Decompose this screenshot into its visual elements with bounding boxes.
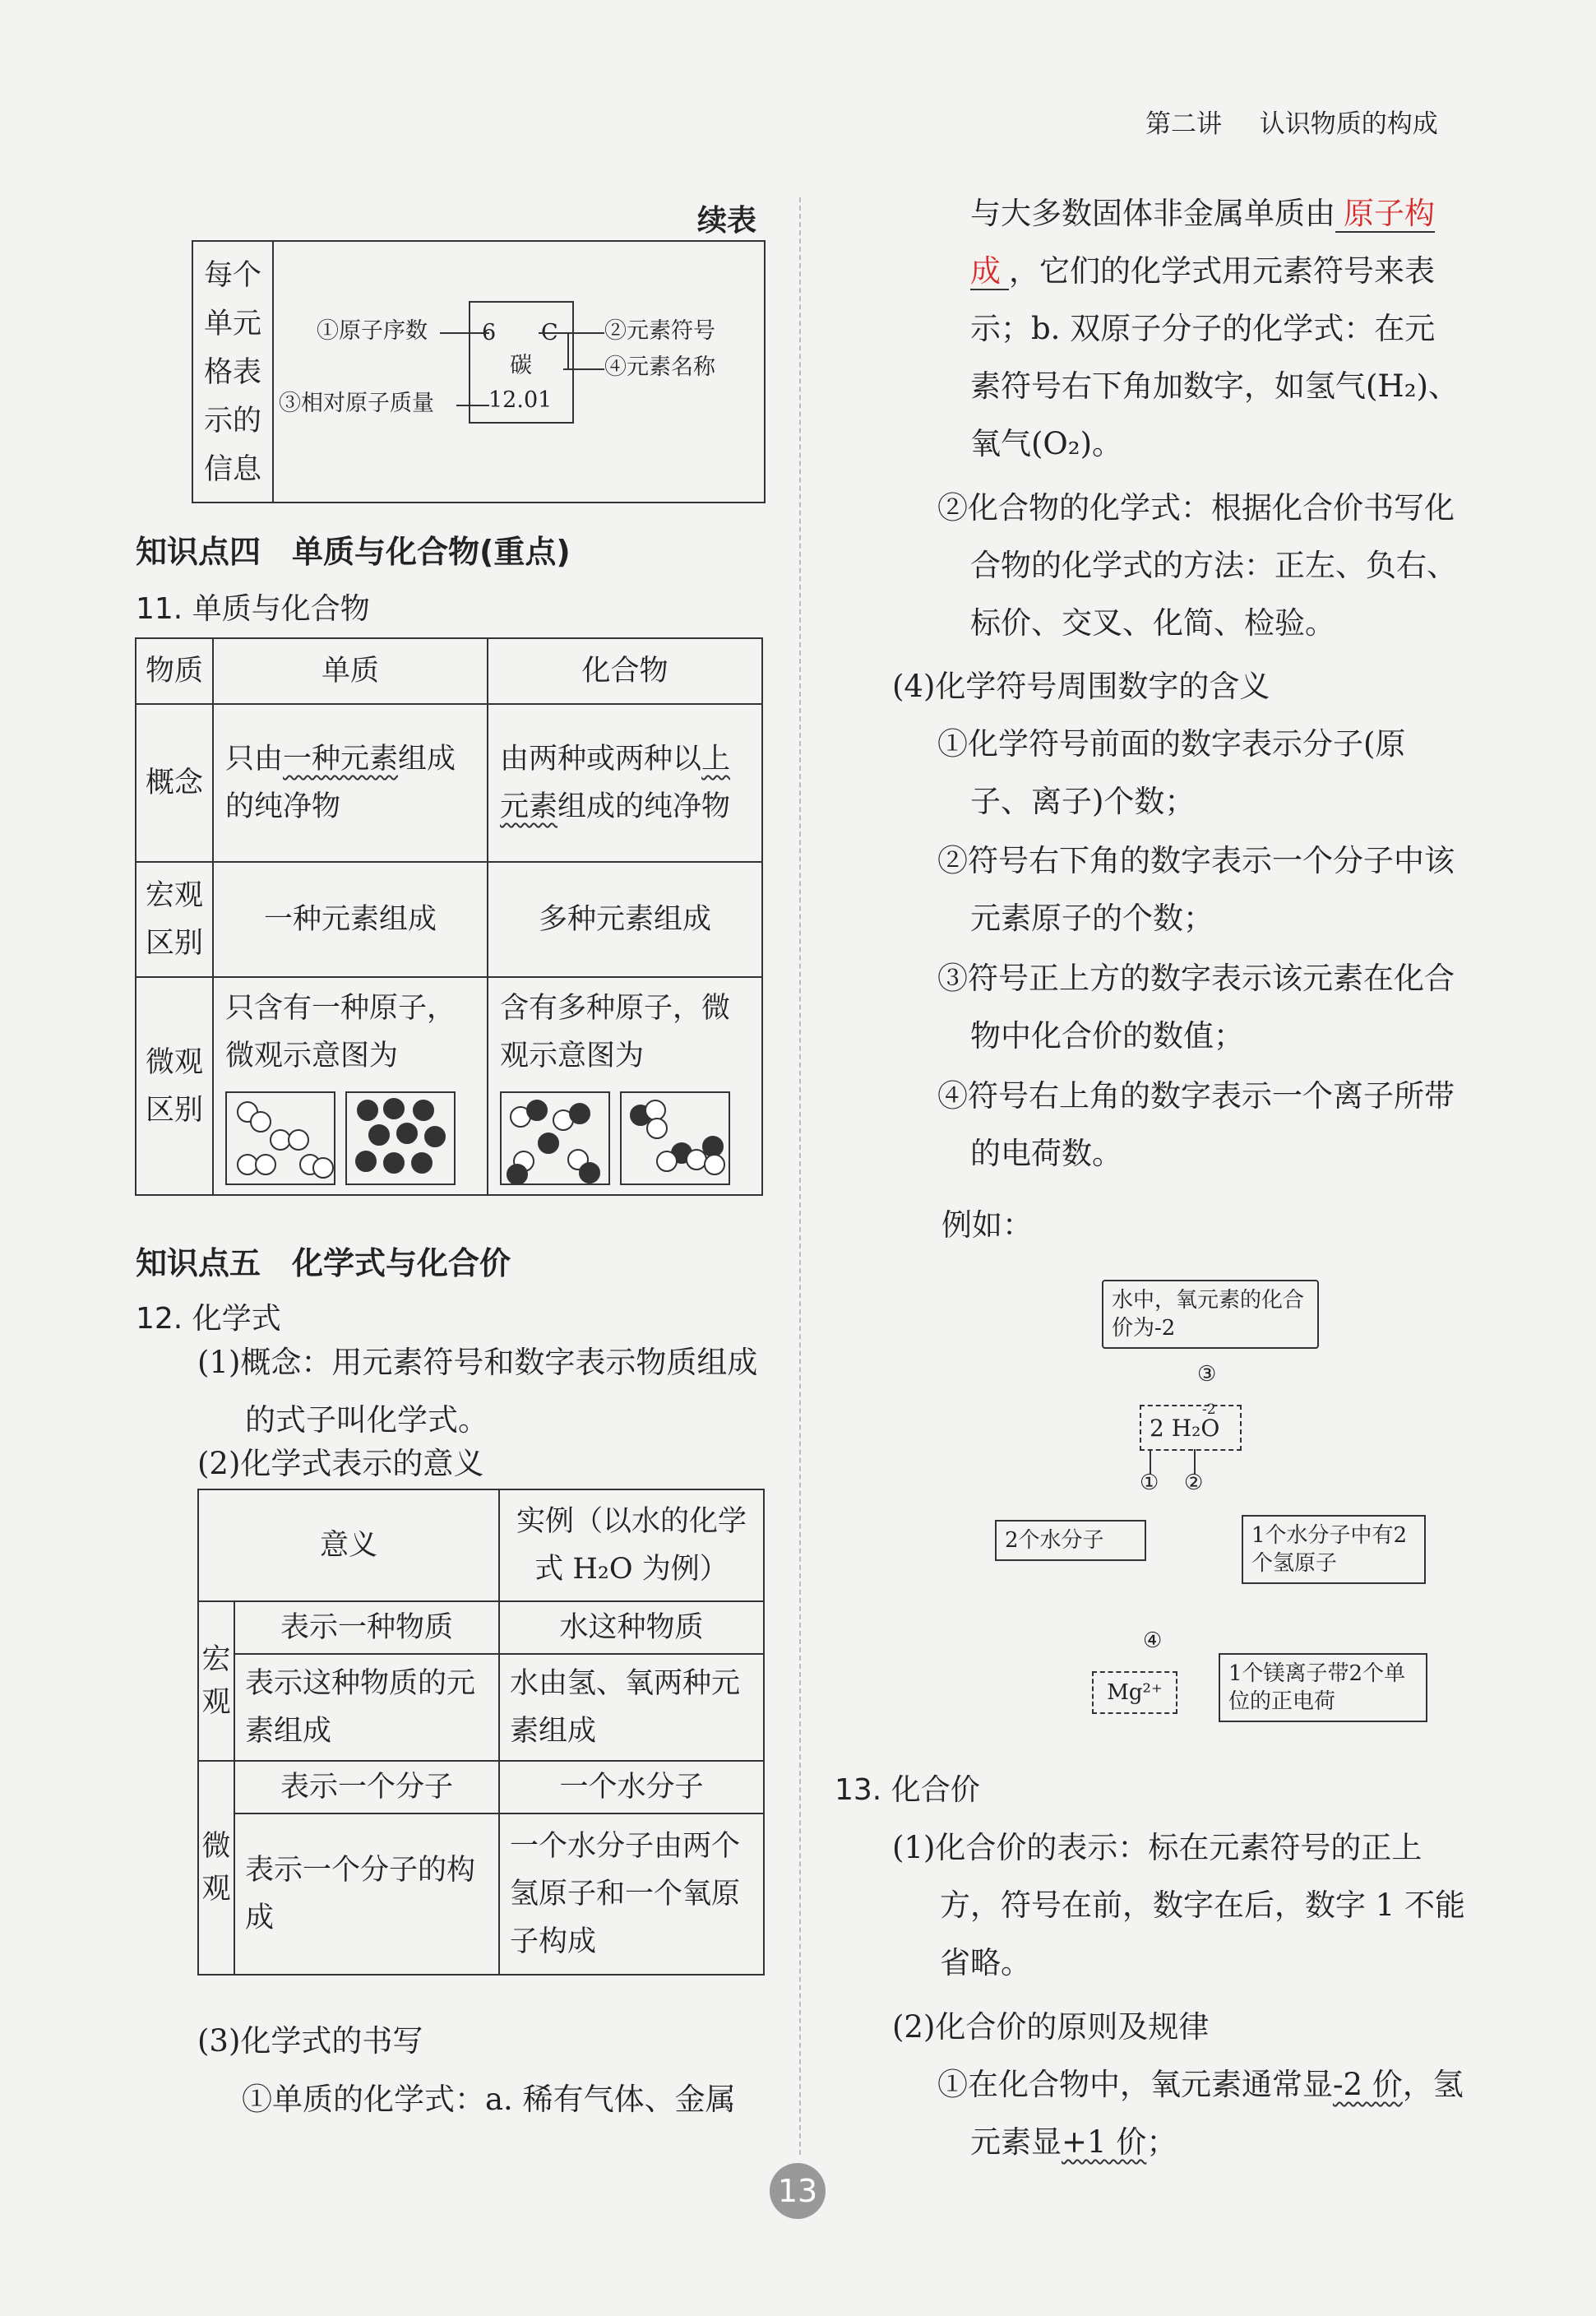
compound-macro-cell: 多种元素组成 [488, 862, 762, 977]
row-label: 概念 [136, 704, 213, 862]
circle-number-4: ④ [1143, 1628, 1163, 1653]
chemical-notation-diagram [978, 1275, 1439, 1752]
symbol-numbers-heading: (4)化学符号周围数字的含义 [892, 669, 1270, 704]
element-cell-info-table [192, 240, 766, 503]
section-4-title: 知识点四 单质与化合物(重点) [136, 534, 571, 570]
key-phrase: 上元素 [500, 743, 731, 823]
two-water-molecules-note: 2个水分子 [995, 1520, 1146, 1561]
formula-writing-heading: (3)化学式的书写 [197, 2023, 423, 2059]
valence-notation-rule: (1)化合价的表示：标在元素符号的正上方，符号在前，数字在后，数字 1 不能省略。 [892, 1830, 1466, 1980]
meaning-cell: 表示一种物质 [234, 1601, 499, 1654]
section-5-title: 知识点五 化学式与化合价 [136, 1245, 511, 1281]
connector-line [440, 332, 489, 334]
item-11: 11. 单质与化合物 [136, 592, 370, 626]
text: (1)概念：用元素符号和数字表示物质组成的式子叫化学式。 [197, 1345, 758, 1438]
simple-macro-cell: 一种元素组成 [213, 862, 488, 977]
formula-box [1140, 1401, 1242, 1451]
text: 只含有一种原子，微观示意图为 [225, 992, 456, 1072]
text: ，它们的化学式用元素符号来表示；b. 双原子分子的化学式：在元素符号右下角加数字，如氢气(H₂)、氧气(O₂)。 [970, 253, 1459, 461]
example-label: 例如： [941, 1207, 1033, 1243]
row-label: 微观区别 [136, 977, 213, 1195]
formula-writing-1: ①单质的化学式：a. 稀有气体、金属 [242, 2082, 736, 2117]
simple-micro-cell [213, 977, 488, 1195]
key-phrase: 一种元素 [283, 743, 399, 776]
oxygen-valence-note: 水中，氧元素的化合价为-2 [1102, 1280, 1319, 1349]
symbol-label: ②元素符号 [604, 318, 715, 344]
paragraph-nonmetal [970, 185, 1464, 473]
formula-concept [197, 1334, 773, 1449]
formula-meaning-table [197, 1489, 765, 1976]
symbol-number-rule-1: ①化学符号前面的数字表示分子(原子、离子)个数； [937, 726, 1406, 819]
compound-molecule-diagram [620, 1091, 730, 1185]
diatomic-molecule-diagram [225, 1091, 335, 1185]
example-cell: 水这种物质 [499, 1601, 764, 1654]
chapter-title: 认识物质的构成 [1259, 109, 1438, 139]
valence-mark: -2 [1202, 1401, 1216, 1418]
running-header [1145, 103, 1438, 140]
text: 与大多数固体非金属单质由 [970, 196, 1335, 231]
chapter-label: 第二讲 [1145, 109, 1222, 139]
mixed-atom-diagram [500, 1091, 610, 1185]
continued-table-label: 续表 [697, 204, 757, 238]
text: 组成的纯净物 [225, 743, 456, 823]
simple-compound-table [135, 637, 763, 1196]
column-divider [799, 197, 801, 2155]
valence-rules-heading: (2)化合价的原则及规律 [892, 2009, 1210, 2045]
example-cell: 一个水分子 [499, 1761, 764, 1813]
table-header: 实例（以水的化学式 H₂O 为例） [499, 1489, 764, 1601]
table-header: 单质 [213, 638, 488, 704]
connector-line [539, 332, 604, 334]
water-formula: 2 H₂O [1150, 1415, 1220, 1442]
atom-solid-diagram [345, 1091, 456, 1185]
key-phrase: -2 价 [1333, 2067, 1403, 2102]
atomic-number-label: ①原子序数 [317, 318, 428, 344]
atomic-mass-label: ③相对原子质量 [279, 391, 434, 416]
formula-meaning-heading: (2)化学式表示的意义 [197, 1446, 484, 1481]
circle-number-1: ① [1140, 1471, 1159, 1495]
table-header: 意义 [198, 1489, 499, 1601]
table-header: 化合物 [488, 638, 762, 704]
simple-concept-cell [213, 704, 488, 862]
text: 只由 [225, 743, 284, 776]
symbol-number-rule-2: ②符号右下角的数字表示一个分子中该元素原子的个数； [937, 843, 1455, 936]
row-label-line: 示的 [203, 405, 261, 438]
symbol-number-rule-3: ③符号正上方的数字表示该元素在化合物中化合价的数值； [937, 961, 1455, 1054]
valence-rule-1 [937, 2056, 1464, 2171]
key-phrase: +1 价 [1062, 2124, 1147, 2160]
item-13: 13. 化合价 [835, 1773, 980, 1807]
page-number: 13 [770, 2163, 826, 2219]
example-cell: 一个水分子由两个氢原子和一个氧原子构成 [499, 1813, 764, 1975]
atomic-number: 6 [482, 320, 497, 345]
connector-line [567, 333, 569, 369]
atomic-mass: 12.01 [488, 387, 553, 413]
paragraph-compound-formula: ②化合物的化学式：根据化合价书写化合物的化学式的方法：正左、负右、标价、交叉、化简、检验。 [937, 490, 1457, 641]
table-header: 物质 [136, 638, 213, 704]
circle-number-2: ② [1184, 1471, 1204, 1495]
text: ①在化合物中，氧元素通常显 [937, 2067, 1333, 2102]
group-label: 宏观 [198, 1601, 234, 1761]
row-label-cell [193, 242, 274, 502]
meaning-cell: 表示这种物质的元素组成 [234, 1654, 499, 1761]
magnesium-charge-note: 1个镁离子带2个单位的正电荷 [1219, 1653, 1427, 1722]
example-cell: 水由氢、氧两种元素组成 [499, 1654, 764, 1761]
text: 由两种或两种以 [500, 743, 702, 776]
symbol-number-rule-4: ④符号右上角的数字表示一个离子所带的电荷数。 [937, 1078, 1455, 1171]
connector-line [563, 368, 604, 370]
meaning-cell: 表示一个分子 [234, 1761, 499, 1813]
magnesium-ion: Mg²⁺ [1092, 1671, 1177, 1714]
text: 含有多种原子，微观示意图为 [500, 992, 731, 1072]
element-name: 碳 [510, 353, 532, 378]
row-label-line: 每个 [203, 259, 261, 292]
meaning-cell: 表示一个分子的构成 [234, 1813, 499, 1975]
item-12: 12. 化学式 [136, 1302, 281, 1336]
row-label-line: 单元 [203, 308, 261, 340]
name-label: ④元素名称 [604, 354, 715, 380]
row-label-line: 格表 [203, 356, 261, 389]
group-label: 微观 [198, 1761, 234, 1975]
text: ，氢元素显 [970, 2067, 1464, 2160]
circle-number-3: ③ [1197, 1362, 1217, 1387]
compound-micro-cell [488, 977, 762, 1195]
hydrogen-atoms-note: 1个水分子中有2个氢原子 [1242, 1515, 1426, 1584]
connector-line [456, 405, 489, 406]
text: 组成的纯净物 [557, 790, 731, 823]
answer-text: 原子构成 [970, 196, 1435, 289]
row-label-line: 信息 [203, 453, 261, 486]
row-label: 宏观区别 [136, 862, 213, 977]
text: ； [1146, 2124, 1177, 2160]
element-symbol: C [541, 320, 558, 345]
compound-concept-cell [488, 704, 762, 862]
